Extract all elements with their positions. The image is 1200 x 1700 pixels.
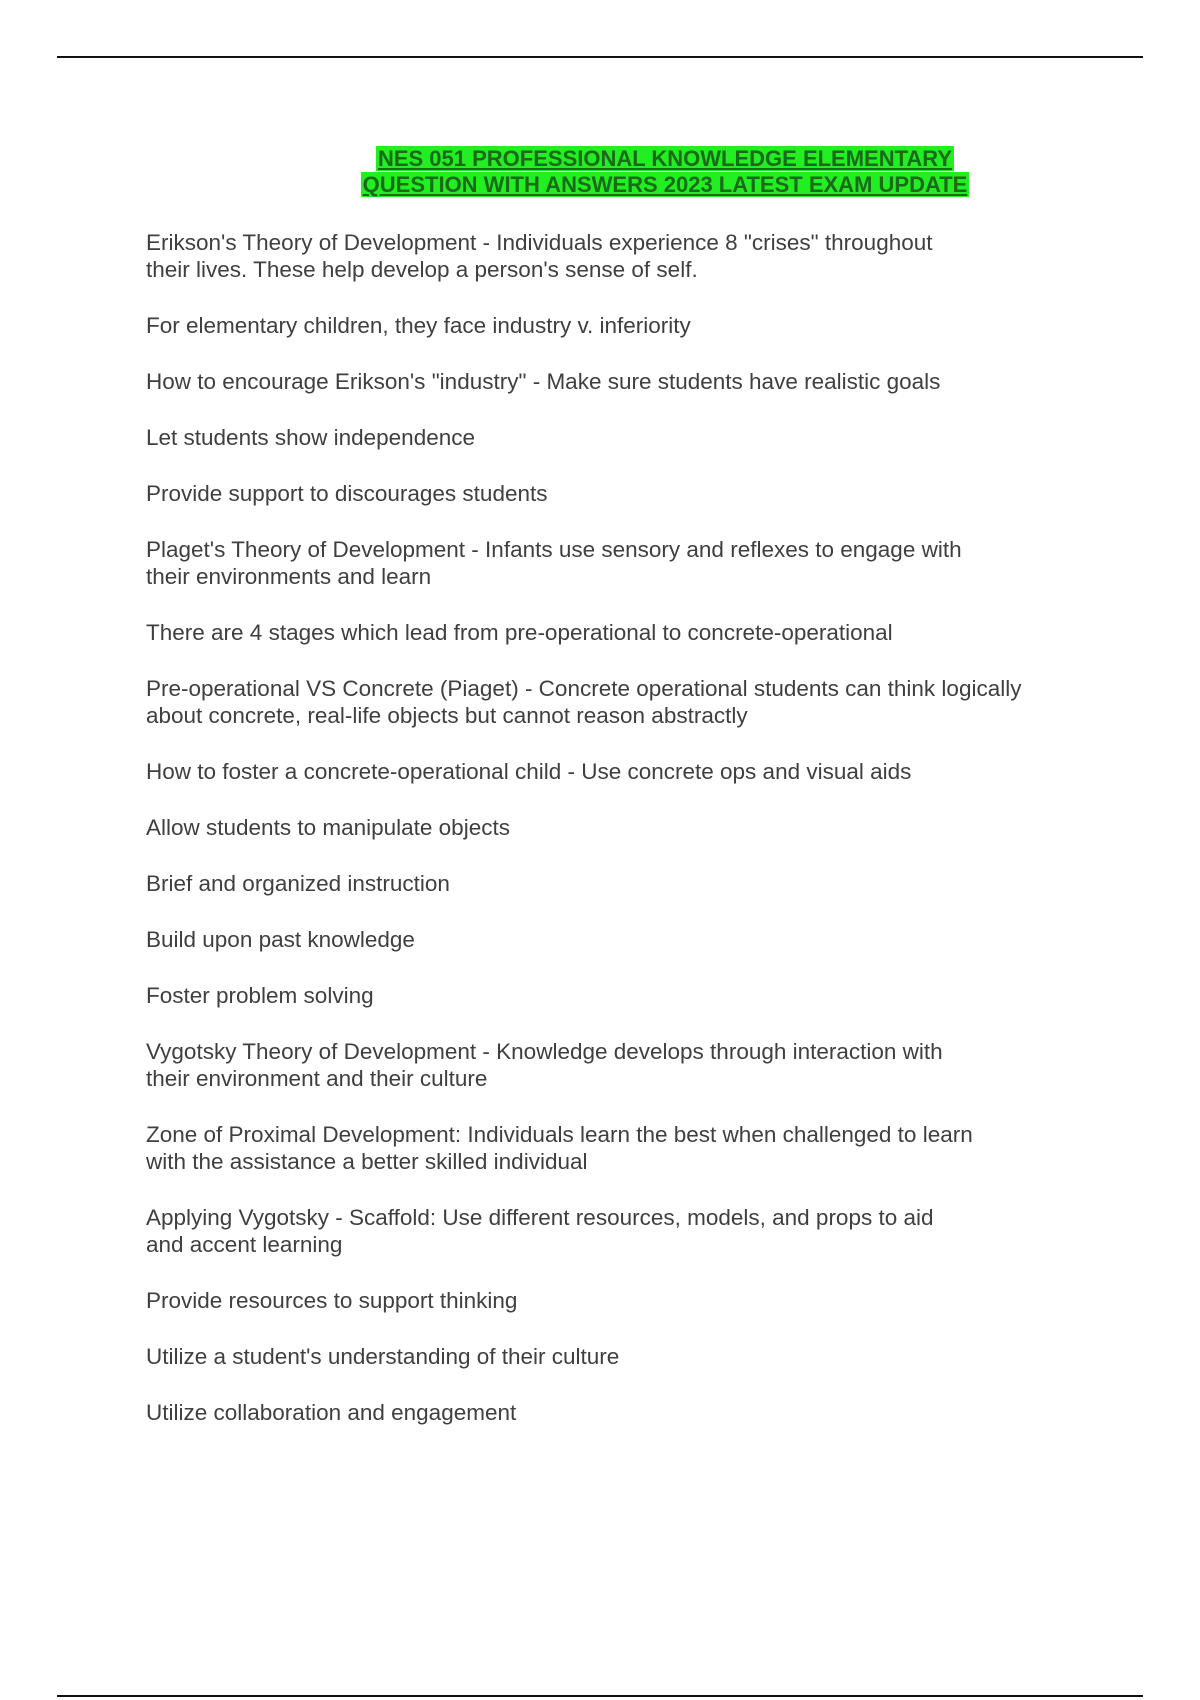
paragraph-brief-instruction: Brief and organized instruction: [146, 871, 450, 896]
bottom-rule: [57, 1695, 1143, 1697]
paragraph-manipulate-objects: Allow students to manipulate objects: [146, 815, 510, 840]
title-line-1: NES 051 PROFESSIONAL KNOWLEDGE ELEMENTARY: [377, 146, 953, 171]
document-body: [146, 229, 1106, 1455]
paragraph-provide-resources: Provide resources to support thinking: [146, 1288, 518, 1313]
paragraph-student-culture: Utilize a student's understanding of their culture: [146, 1344, 620, 1369]
paragraph-support: Provide support to discourages students: [146, 481, 548, 506]
paragraph-four-stages: There are 4 stages which lead from pre-operational to concrete-operational: [146, 620, 893, 645]
top-rule: [57, 56, 1143, 58]
document-title: [0, 146, 1200, 198]
paragraph-vygotsky-theory: Vygotsky Theory of Development - Knowledge develops through interaction with their environment and their culture: [146, 1039, 943, 1091]
paragraph-industry-inferiority: For elementary children, they face industry v. inferiority: [146, 313, 691, 338]
title-line-2: QUESTION WITH ANSWERS 2023 LATEST EXAM UPDATE: [362, 172, 968, 197]
paragraph-past-knowledge: Build upon past knowledge: [146, 927, 415, 952]
paragraph-piaget-theory: Plaget's Theory of Development - Infants use sensory and reflexes to engage with their environments and learn: [146, 537, 962, 589]
paragraph-problem-solving: Foster problem solving: [146, 983, 374, 1008]
paragraph-preoperational-vs-concrete: Pre-operational VS Concrete (Piaget) - Concrete operational students can think logically about concrete, real-life objects but cannot reason abstractly: [146, 676, 1022, 728]
paragraph-independence: Let students show independence: [146, 425, 475, 450]
paragraph-zone-proximal: Zone of Proximal Development: Individuals learn the best when challenged to learn with the assistance a better skilled individual: [146, 1122, 973, 1174]
paragraph-encourage-industry: How to encourage Erikson's "industry" - Make sure students have realistic goals: [146, 369, 941, 394]
paragraph-erikson-theory: Erikson's Theory of Development - Individuals experience 8 "crises" throughout their lives. These help develop a person's sense of self.: [146, 230, 933, 282]
paragraph-collaboration: Utilize collaboration and engagement: [146, 1400, 517, 1425]
paragraph-applying-vygotsky: Applying Vygotsky - Scaffold: Use different resources, models, and props to aid and accent learning: [146, 1205, 934, 1257]
paragraph-foster-concrete: How to foster a concrete-operational child - Use concrete ops and visual aids: [146, 759, 912, 784]
